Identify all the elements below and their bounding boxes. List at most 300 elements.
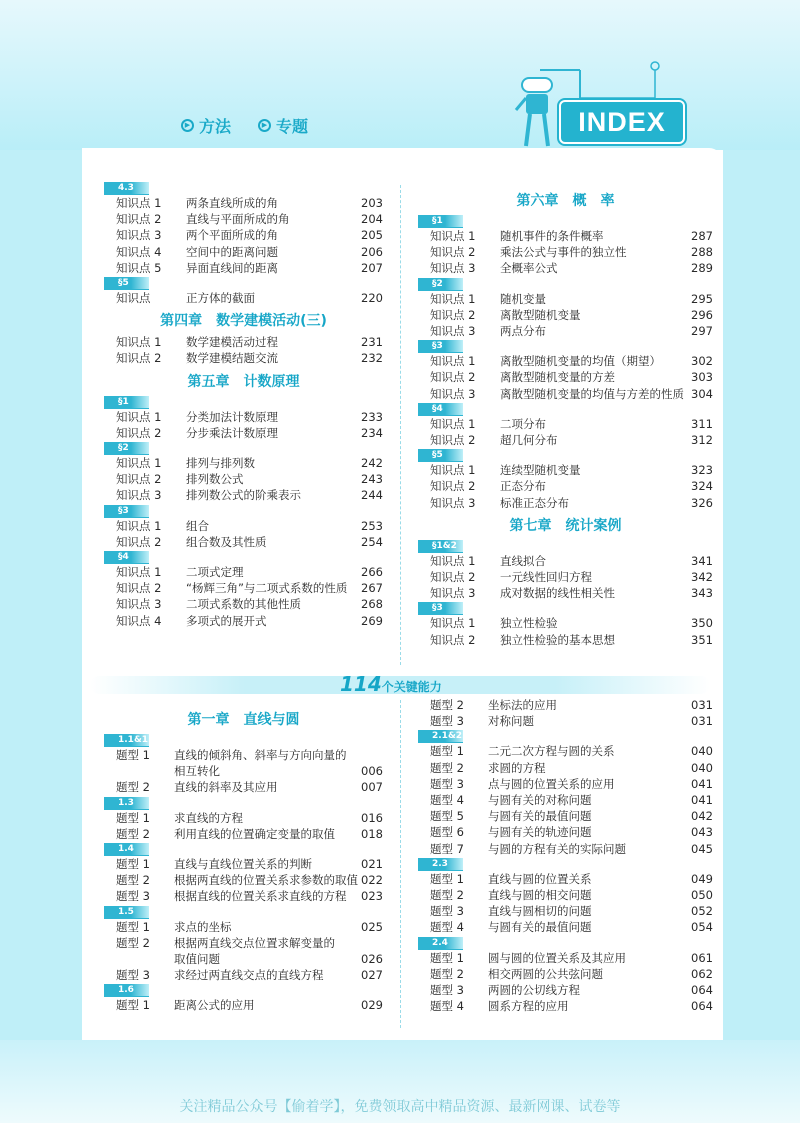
- toc-entry[interactable]: [430, 697, 713, 713]
- section-bar: [418, 340, 463, 352]
- toc-entry[interactable]: [430, 369, 713, 385]
- toc-entry[interactable]: [116, 935, 383, 951]
- entry-page: 043: [691, 825, 713, 840]
- entry-number: 知识点 1: [116, 196, 162, 210]
- section-bar: [418, 403, 463, 415]
- entry-number: 知识点 1: [116, 456, 162, 470]
- entry-title: 直线的倾斜角、斜率与方向向量的: [174, 748, 347, 762]
- section-bar: [104, 505, 149, 517]
- entry-page: 031: [691, 714, 713, 729]
- entry-page: 041: [691, 776, 713, 791]
- entry-title: 正方体的截面: [186, 291, 255, 305]
- entry-number: 知识点 2: [430, 433, 476, 447]
- toc-entry[interactable]: [430, 903, 713, 919]
- entry-page: 064: [691, 983, 713, 997]
- entry-number: 知识点 3: [430, 386, 476, 401]
- entry-title: 离散型随机变量: [500, 307, 581, 322]
- entry-number: 知识点 2: [116, 212, 162, 227]
- nav-topic-label: 专题: [276, 117, 309, 136]
- section-bar: [104, 984, 149, 996]
- entry-number: 题型 4: [430, 999, 464, 1014]
- toc-entry[interactable]: [430, 871, 713, 887]
- toc-entry[interactable]: [116, 580, 383, 596]
- entry-number: 知识点 2: [430, 570, 476, 584]
- entry-number: 知识点 2: [116, 472, 162, 487]
- entry-title: 对称问题: [488, 714, 534, 729]
- toc-entry[interactable]: [116, 455, 383, 471]
- toc-entry[interactable]: [430, 323, 713, 339]
- toc-entry[interactable]: [430, 824, 713, 840]
- entry-title: 排列与排列数: [186, 456, 255, 470]
- entry-title: 两条直线所成的角: [186, 196, 278, 210]
- toc-entry[interactable]: [430, 982, 713, 998]
- entry-number: 知识点 1: [430, 229, 476, 243]
- chapter-heading: 第四章 数学建模活动(三): [160, 313, 327, 330]
- ability-heading: [340, 672, 442, 696]
- entry-page: 324: [691, 479, 713, 494]
- entry-page: 062: [691, 966, 713, 981]
- toc-entry[interactable]: [430, 307, 713, 323]
- entry-page: 040: [691, 760, 713, 775]
- entry-page: 302: [691, 354, 713, 369]
- entry-number: 知识点 2: [116, 581, 162, 596]
- entry-number: 知识点 2: [430, 245, 476, 260]
- entry-title: 与圆有关的对称问题: [488, 793, 592, 807]
- section-label: §4: [118, 552, 129, 562]
- entry-number: 知识点 2: [430, 479, 476, 494]
- entry-page: 341: [691, 553, 713, 568]
- entry-page: 206: [361, 244, 383, 259]
- entry-page: 343: [691, 586, 713, 601]
- toc-entry[interactable]: [116, 518, 383, 534]
- entry-title: 两圆的公切线方程: [488, 983, 580, 997]
- toc-entry[interactable]: [430, 432, 713, 448]
- entry-page: 303: [691, 370, 713, 385]
- entry-page: 045: [691, 841, 713, 856]
- entry-page: 021: [361, 857, 383, 871]
- entry-number: 知识点 1: [430, 354, 476, 369]
- entry-number: 知识点 4: [116, 244, 162, 259]
- entry-title: 二项式系数的其他性质: [186, 597, 301, 612]
- toc-entry[interactable]: [116, 810, 383, 826]
- entry-number: 知识点 1: [430, 416, 476, 431]
- toc-entry[interactable]: [116, 967, 383, 983]
- section-label: §3: [118, 505, 129, 516]
- entry-number: 题型 1: [116, 919, 150, 934]
- entry-title: 与圆有关的轨迹问题: [488, 825, 592, 840]
- toc-entry[interactable]: [116, 856, 383, 872]
- entry-number: 题型 1: [430, 871, 464, 886]
- entry-page: 323: [691, 463, 713, 478]
- toc-entry[interactable]: [116, 826, 383, 842]
- entry-title: 正态分布: [500, 479, 546, 494]
- entry-number: 题型 1: [116, 748, 150, 762]
- entry-title: 坐标法的应用: [488, 698, 557, 712]
- toc-entry[interactable]: [430, 841, 713, 857]
- section-label: §1: [432, 216, 443, 226]
- entry-number: 知识点 1: [430, 553, 476, 568]
- entry-number: 知识点 1: [430, 291, 476, 306]
- entry-number: 题型 3: [116, 889, 150, 904]
- entry-page: 023: [361, 889, 383, 904]
- entry-title: 二元二次方程与圆的关系: [488, 744, 615, 759]
- toc-entry[interactable]: [116, 888, 383, 904]
- entry-page: 253: [361, 518, 383, 533]
- toc-entry[interactable]: [116, 487, 383, 503]
- entry-number: 题型 3: [430, 983, 464, 997]
- nav-topic[interactable]: [258, 114, 308, 137]
- entry-page: 287: [691, 229, 713, 243]
- entry-page: 254: [361, 534, 383, 549]
- section-bar: [104, 442, 149, 454]
- entry-page: 220: [361, 291, 383, 305]
- entry-number: 知识点 1: [430, 463, 476, 478]
- toc-entry[interactable]: [430, 966, 713, 982]
- section-label: §1&2: [432, 540, 457, 551]
- chapter-heading: 第六章 概 率: [516, 193, 615, 209]
- toc-entry[interactable]: [116, 534, 383, 550]
- entry-number: 知识点 2: [430, 370, 476, 385]
- entry-page: 054: [691, 920, 713, 935]
- toc-entry[interactable]: [116, 350, 383, 366]
- entry-number: 题型 3: [116, 968, 150, 983]
- section-label: 1.3: [118, 797, 134, 808]
- entry-title: 求直线的方程: [174, 810, 243, 825]
- entry-number: 知识点 3: [116, 228, 162, 243]
- entry-page: 231: [361, 335, 383, 350]
- entry-number: 题型 1: [430, 950, 464, 965]
- entry-number: 知识点 3: [116, 597, 162, 612]
- toc-entry[interactable]: [116, 425, 383, 441]
- entry-page: 016: [361, 810, 383, 825]
- entry-page: 007: [361, 780, 383, 795]
- toc-entry[interactable]: [116, 951, 383, 967]
- section-label: §1: [118, 396, 129, 407]
- entry-number: 题型 4: [430, 793, 464, 807]
- entry-number: 知识点 5: [116, 260, 162, 275]
- toc-entry[interactable]: [116, 227, 383, 243]
- entry-title: 离散型随机变量的均值（期望）: [500, 354, 661, 369]
- entry-title: 组合数及其性质: [186, 534, 267, 549]
- entry-title: 乘法公式与事件的独立性: [500, 245, 627, 260]
- entry-number: 知识点 2: [430, 632, 476, 647]
- entry-title: 多项式的展开式: [186, 613, 267, 628]
- toc-entry[interactable]: [430, 353, 713, 369]
- entry-page: 026: [361, 952, 383, 966]
- section-bar: [104, 906, 149, 918]
- entry-title: 随机变量: [500, 291, 546, 306]
- left-strip: [0, 150, 82, 1040]
- toc-entry[interactable]: [430, 615, 713, 631]
- entry-title: 分步乘法计数原理: [186, 425, 278, 440]
- entry-title: 求圆的方程: [488, 760, 546, 775]
- entry-number: 知识点 3: [430, 261, 476, 276]
- column-divider: [400, 700, 401, 1028]
- entry-page: 040: [691, 744, 713, 759]
- entry-title: 二项分布: [500, 416, 546, 431]
- entry-title: 直线与圆的位置关系: [488, 871, 592, 886]
- entry-title: 取值问题: [174, 952, 220, 966]
- toc-entry[interactable]: [430, 632, 713, 648]
- entry-title: 圆系方程的应用: [488, 999, 569, 1014]
- entry-page: 031: [691, 698, 713, 712]
- entry-number: 题型 2: [430, 966, 464, 981]
- section-bar: [104, 396, 149, 408]
- entry-number: 题型 5: [430, 809, 464, 824]
- toc-entry[interactable]: [116, 747, 383, 763]
- toc-entry[interactable]: [430, 291, 713, 307]
- entry-title: 超几何分布: [500, 433, 558, 447]
- entry-page: 027: [361, 968, 383, 983]
- ability-count: 114: [340, 672, 382, 696]
- chapter-heading: 第七章 统计案例: [509, 517, 622, 534]
- entry-page: 268: [361, 597, 383, 612]
- entry-title: 两点分布: [500, 324, 546, 338]
- entry-title: 直线与圆相切的问题: [488, 904, 592, 919]
- entry-number: 题型 3: [430, 776, 464, 791]
- entry-number: 知识点 1: [116, 565, 162, 579]
- entry-number: 知识点 2: [116, 351, 162, 366]
- entry-title: 成对数据的线性相关性: [500, 586, 615, 601]
- toc-entry[interactable]: [116, 471, 383, 487]
- toc-entry[interactable]: [430, 569, 713, 585]
- section-bar: [104, 734, 158, 746]
- toc-entry[interactable]: [430, 792, 713, 808]
- entry-number: 知识点 1: [116, 409, 162, 424]
- entry-number: 知识点 1: [430, 616, 476, 631]
- entry-title: 异面直线间的距离: [186, 260, 278, 275]
- toc-entry[interactable]: [116, 564, 383, 580]
- entry-title: 点与圆的位置关系的应用: [488, 776, 615, 791]
- footer-note: 关注精品公众号【偷着学】，免费领取高中精品资源、最新网课、试卷等: [179, 1099, 621, 1115]
- entry-page: 232: [361, 351, 383, 366]
- entry-page: 311: [691, 416, 713, 431]
- toc-entry[interactable]: [430, 919, 713, 935]
- entry-title: 圆与圆的位置关系及其应用: [488, 950, 626, 965]
- section-bar: [104, 551, 149, 563]
- section-label: §2: [118, 443, 129, 453]
- section-bar: [104, 277, 149, 289]
- entry-title: 根据两直线的位置关系求参数的取值: [174, 873, 358, 888]
- section-bar: [418, 449, 463, 461]
- section-label: §3: [432, 341, 443, 352]
- entry-page: 267: [361, 581, 383, 596]
- entry-page: 049: [691, 871, 713, 886]
- chapter-heading: 第五章 计数原理: [187, 373, 300, 390]
- entry-title: 与圆有关的最值问题: [488, 920, 592, 935]
- entry-number: 知识点 1: [116, 518, 162, 533]
- entry-title: 距离公式的应用: [174, 998, 255, 1013]
- section-bar: [418, 858, 463, 870]
- toc-entry[interactable]: [430, 260, 713, 276]
- section-bar: [104, 843, 149, 855]
- entry-page: 297: [691, 324, 713, 338]
- entry-title: 数学建模活动过程: [186, 335, 278, 350]
- toc-entry[interactable]: [116, 919, 383, 935]
- entry-page: 064: [691, 999, 713, 1014]
- toc-entry[interactable]: [430, 743, 713, 759]
- section-bar: [104, 797, 149, 809]
- toc-entry[interactable]: [116, 211, 383, 227]
- entry-number: 题型 2: [116, 826, 150, 841]
- toc-entry[interactable]: [116, 290, 383, 306]
- entry-title: 随机事件的条件概率: [500, 229, 604, 243]
- entry-page: 350: [691, 616, 713, 631]
- entry-number: 知识点 2: [430, 307, 476, 322]
- entry-title: 根据直线的位置关系求直线的方程: [174, 889, 347, 904]
- toc-entry[interactable]: [116, 334, 383, 350]
- entry-number: 知识点 2: [116, 534, 162, 549]
- entry-title: 利用直线的位置确定变量的取值: [174, 826, 335, 841]
- entry-page: 269: [361, 613, 383, 628]
- entry-title: 直线与直线位置关系的判断: [174, 857, 312, 871]
- toc-entry[interactable]: [430, 950, 713, 966]
- entry-title: 分类加法计数原理: [186, 409, 278, 424]
- toc-entry[interactable]: [430, 713, 713, 729]
- toc-entry[interactable]: [430, 776, 713, 792]
- entry-number: 题型 4: [430, 920, 464, 935]
- entry-title: 与圆有关的最值问题: [488, 809, 592, 824]
- entry-page: 289: [691, 261, 713, 276]
- toc-entry[interactable]: [116, 195, 383, 211]
- toc-entry[interactable]: [116, 244, 383, 260]
- toc-entry[interactable]: [430, 553, 713, 569]
- section-label: 1.6: [118, 985, 134, 996]
- section-bar: [418, 215, 463, 227]
- entry-page: 022: [361, 873, 383, 888]
- toc-entry[interactable]: [116, 872, 383, 888]
- section-label: 2.4: [432, 937, 448, 948]
- section-label: §4: [432, 403, 443, 414]
- entry-number: 题型 2: [430, 760, 464, 775]
- entry-page: 041: [691, 793, 713, 807]
- entry-number: 知识点 1: [116, 335, 162, 350]
- entry-title: 排列数公式的阶乘表示: [186, 488, 301, 503]
- entry-page: 242: [361, 456, 383, 470]
- entry-number: 知识点 4: [116, 613, 162, 628]
- entry-title: 一元线性回归方程: [500, 570, 592, 584]
- toc-entry[interactable]: [116, 409, 383, 425]
- entry-number: 题型 2: [430, 698, 464, 712]
- entry-number: 题型 2: [116, 935, 150, 950]
- entry-page: 266: [361, 565, 383, 579]
- entry-page: 207: [361, 260, 383, 275]
- entry-title: 直线的斜率及其应用: [174, 780, 278, 795]
- nav-method[interactable]: [181, 114, 231, 137]
- entry-page: 296: [691, 307, 713, 322]
- entry-title: 排列数公式: [186, 472, 244, 487]
- section-label: §5: [432, 450, 443, 461]
- section-bar: [418, 540, 463, 552]
- entry-number: 知识点 3: [430, 495, 476, 510]
- play-icon: ▶: [258, 119, 271, 132]
- entry-title: 离散型随机变量的均值与方差的性质: [500, 386, 684, 401]
- entry-title: 二项式定理: [186, 565, 244, 579]
- entry-number: 知识点 3: [116, 488, 162, 503]
- toc-entry[interactable]: [116, 779, 383, 795]
- entry-title: 数学建模结题交流: [186, 351, 278, 366]
- entry-number: 题型 1: [116, 998, 150, 1013]
- toc-entry[interactable]: [430, 386, 713, 402]
- entry-page: 204: [361, 212, 383, 227]
- entry-title: 两个平面所成的角: [186, 228, 278, 243]
- right-strip: [723, 150, 800, 1040]
- toc-entry[interactable]: [430, 244, 713, 260]
- toc-entry[interactable]: [430, 585, 713, 601]
- section-label: 1.5: [118, 906, 134, 917]
- toc-entry[interactable]: [430, 228, 713, 244]
- entry-page: 304: [691, 386, 713, 401]
- entry-page: 203: [361, 196, 383, 210]
- entry-page: 233: [361, 409, 383, 424]
- toc-entry[interactable]: [430, 808, 713, 824]
- toc-entry[interactable]: [116, 260, 383, 276]
- nav-method-label: 方法: [199, 117, 232, 136]
- toc-entry[interactable]: [430, 416, 713, 432]
- toc-entry[interactable]: [430, 998, 713, 1014]
- toc-entry[interactable]: [116, 613, 383, 629]
- section-label: 1.4: [118, 844, 134, 854]
- entry-title: “杨辉三角”与二项式系数的性质: [186, 581, 348, 596]
- entry-page: 288: [691, 245, 713, 260]
- entry-title: 组合: [186, 518, 209, 533]
- entry-title: 直线拟合: [500, 553, 546, 568]
- entry-number: 题型 3: [430, 904, 464, 919]
- entry-page: 006: [361, 764, 383, 779]
- entry-page: 351: [691, 632, 713, 647]
- entry-number: 题型 1: [116, 810, 150, 825]
- entry-number: 题型 6: [430, 825, 464, 840]
- chapter-heading: 第一章 直线与圆: [187, 712, 300, 728]
- entry-title: 直线与圆的相交问题: [488, 888, 592, 902]
- section-label: 1.1&1.2: [118, 735, 158, 745]
- entry-page: 312: [691, 433, 713, 447]
- entry-number: 题型 7: [430, 841, 464, 856]
- entry-title: 连续型随机变量: [500, 463, 581, 478]
- section-bar: [418, 937, 463, 949]
- entry-number: 题型 1: [430, 744, 464, 759]
- entry-title: 直线与平面所成的角: [186, 212, 290, 227]
- entry-number: 知识点 3: [430, 586, 476, 601]
- entry-page: 234: [361, 425, 383, 440]
- entry-title: 独立性检验的基本思想: [500, 632, 615, 647]
- toc-entry[interactable]: [430, 462, 713, 478]
- toc-entry[interactable]: [430, 495, 713, 511]
- entry-title: 独立性检验: [500, 616, 558, 631]
- entry-number: 题型 1: [116, 857, 150, 871]
- entry-page: 243: [361, 472, 383, 487]
- toc-entry[interactable]: [430, 887, 713, 903]
- toc-entry[interactable]: [116, 596, 383, 612]
- entry-number: 知识点: [116, 291, 151, 305]
- entry-number: 知识点 3: [430, 324, 476, 338]
- entry-number: 知识点 2: [116, 425, 162, 440]
- entry-title: 与圆的方程有关的实际问题: [488, 841, 626, 856]
- toc-entry[interactable]: [430, 760, 713, 776]
- entry-number: 题型 3: [430, 714, 464, 729]
- entry-number: 题型 2: [116, 780, 150, 795]
- toc-entry[interactable]: [116, 997, 383, 1013]
- toc-entry[interactable]: [116, 763, 383, 779]
- entry-title: 全概率公式: [500, 261, 558, 276]
- entry-page: 052: [691, 904, 713, 919]
- entry-page: 029: [361, 998, 383, 1013]
- toc-entry[interactable]: [430, 478, 713, 494]
- entry-page: 295: [691, 291, 713, 306]
- section-label: 2.1&2.2: [432, 731, 472, 742]
- play-icon: ▶: [181, 119, 194, 132]
- entry-title: 相互转化: [174, 764, 220, 779]
